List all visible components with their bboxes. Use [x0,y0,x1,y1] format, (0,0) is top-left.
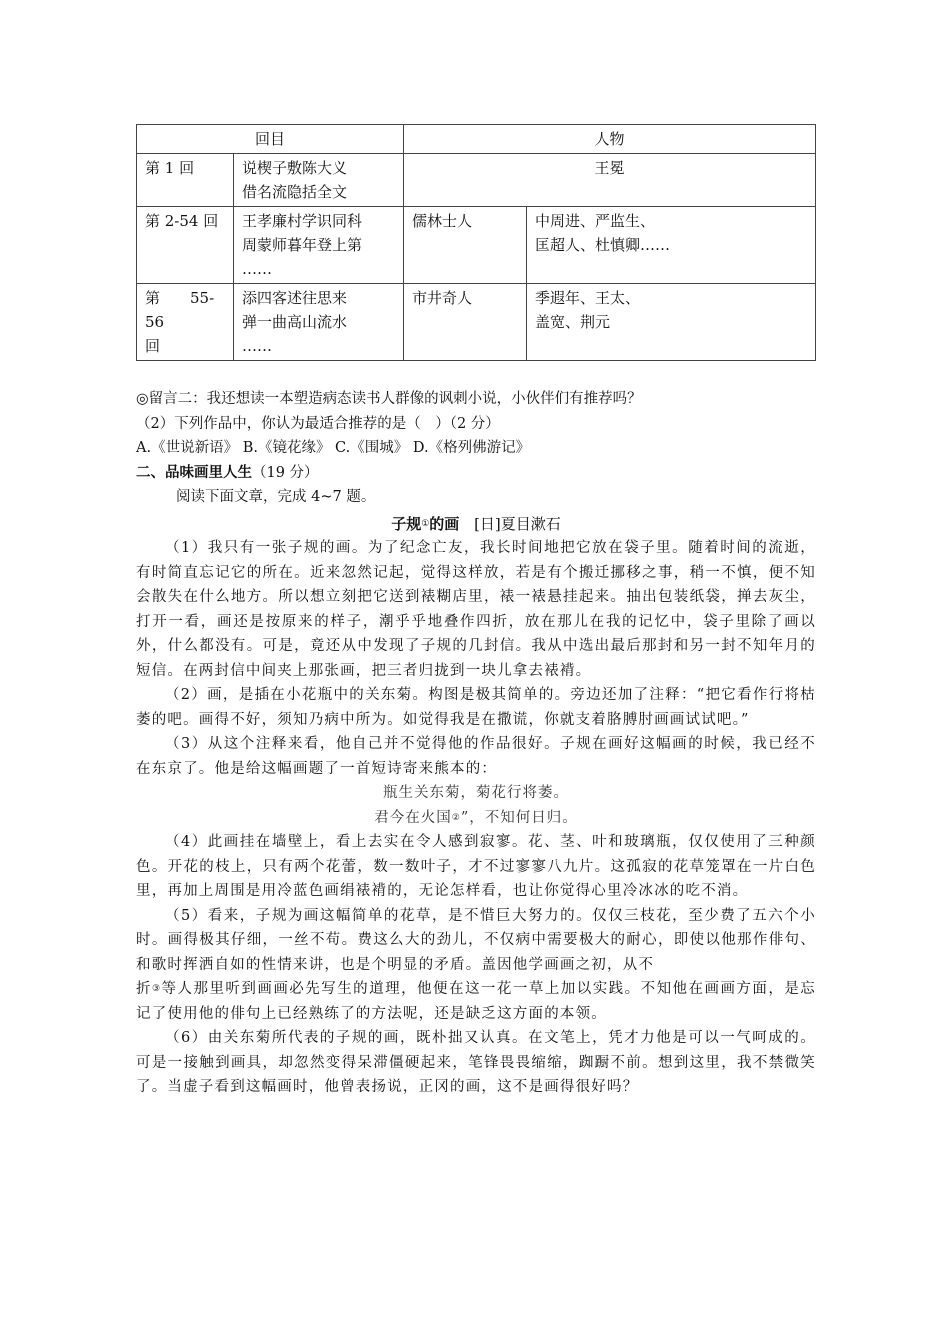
table-row [137,154,816,207]
chapter-character-table [136,124,816,361]
paragraph-1: （1）我只有一张子规的画。为了纪念亡友，我长时间地把它放在袋子里。随着时间的流逝，有时简直忘记它的所在。近来忽然记起，觉得这样放，若是有个搬迁挪移之事，稍一不慎，便不知会散失在什么地方。所以想立刻把它送到裱糊店里，裱一裱悬挂起来。抽出包装纸袋，掸去灰尘，打开一看，画还是按原来的样子，潮乎乎地叠作四折，放在那儿在我的记忆中，袋子里除了画以外，什么都没有。可是，竟还从中发现了子规的几封信。我从中选出最后那封和另一封不知年月的短信。在两封信中间夹上那张画，把三者归拢到一块儿拿去裱褙。 [136,540,816,679]
table-header-row [137,125,816,154]
section-heading: 二、品味画里人生（19 分） [136,463,319,481]
titles-cell: 王孝廉村学识同科 周蒙师暮年登上第 …… [234,207,404,284]
article-author: [日]夏目漱石 [474,514,561,533]
poem-line-1: 瓶生关东菊，菊花行将萎。 [383,785,569,801]
table-row [137,207,816,284]
header-chapter: 回目 [137,125,404,154]
question-two: （2）下列作品中，你认为最适合推荐的是（ ）（2 分） [136,415,500,432]
titles-cell: 添四客述往思来 弹一曲高山流水 …… [234,284,404,361]
article-title: 子规①的画 [日]夏目漱石 [391,514,561,533]
titles-cell: 说楔子敷陈大义 借名流隐括全文 [234,154,404,207]
table-row [137,284,816,361]
paragraph-5-continued: 折③等人那里听到画画必先写生的道理，他便在这一花一草上加以实践。不知他在画画方面，是忘记了使用他的俳句上已经熟练了的方法呢，还是缺乏这方面的本领。 [136,981,817,1022]
people-cell: 季遐年、王太、 盖宽、荆元 [527,284,816,361]
chapter-cell: 第 2-54 回 [137,207,234,284]
header-characters: 人物 [404,125,816,154]
answer-options: A.《世说新语》 B.《镜花缘》 C.《围城》 D.《格列佛游记》 [136,440,531,456]
category-cell: 儒林士人 [404,207,527,284]
text-body [136,387,816,1100]
document-page [136,124,816,1100]
paragraph-6: （6）由关东菊所代表的子规的画，既朴拙又认真。在文笔上，凭才力他是可以一气呵成的。可是一接触到画具，却忽然变得呆滞僵硬起来，笔锋畏畏缩缩，踟蹰不前。想到这里，我不禁微笑了。当虚子看到这幅画时，他曾表扬说，正冈的画，这不是画得很好吗？ [136,1030,816,1095]
paragraph-5: （5）看来，子规为画这幅简单的花草，是不惜巨大努力的。仅仅三枝花，至少费了五六个小时。画得极其仔细，一丝不苟。费这么大的劲儿，不仅病中需要极大的耐心，即使以他那作俳句、和歌时挥洒自如的性情来讲，也是个明显的矛盾。盖因他学画画之初，从不 [136,907,816,973]
poem-line-2: 君今在火国②”，不知何日归。 [374,809,578,826]
category-cell: 市井奇人 [404,284,527,361]
people-cell: 中周进、严监生、 匡超人、杜慎卿…… [527,207,816,284]
chapter-cell: 第 55-56 回 [137,284,234,361]
paragraph-3: （3）从这个注释来看，他自己并不觉得他的作品很好。子规在画好这幅画的时候，我已经不在东京了。他是给这幅画题了一首短诗寄来熊本的： [136,736,816,777]
paragraph-2: （2）画，是插在小花瓶中的关东菊。构图是极其简单的。旁边还加了注释：“把它看作行将枯萎的吧。画得不好，须知乃病中所为。如觉得我是在撒谎，你就支着胳膊肘画画试试吧。” [136,687,816,728]
chapter-cell: 第 1 回 [137,154,234,207]
paragraph-4: （4）此画挂在墙壁上，看上去实在令人感到寂寥。花、茎、叶和玻璃瓶，仅仅使用了三种颜色。开花的枝上，只有两个花蕾，数一数叶子，才不过寥寥八九片。这孤寂的花草笼罩在一片白色里，再加上周围是用冷蓝色画绢裱褙的，无论怎样看，也让你觉得心里冷冰冰的吃不消。 [136,834,816,899]
people-cell: 王冕 [404,154,816,207]
reading-instruction: 阅读下面文章，完成 4~7 题。 [176,489,376,505]
message-two: ◎留言二：我还想读一本塑造病态读书人群像的讽刺小说，小伙伴们有推荐吗？ [136,391,642,407]
